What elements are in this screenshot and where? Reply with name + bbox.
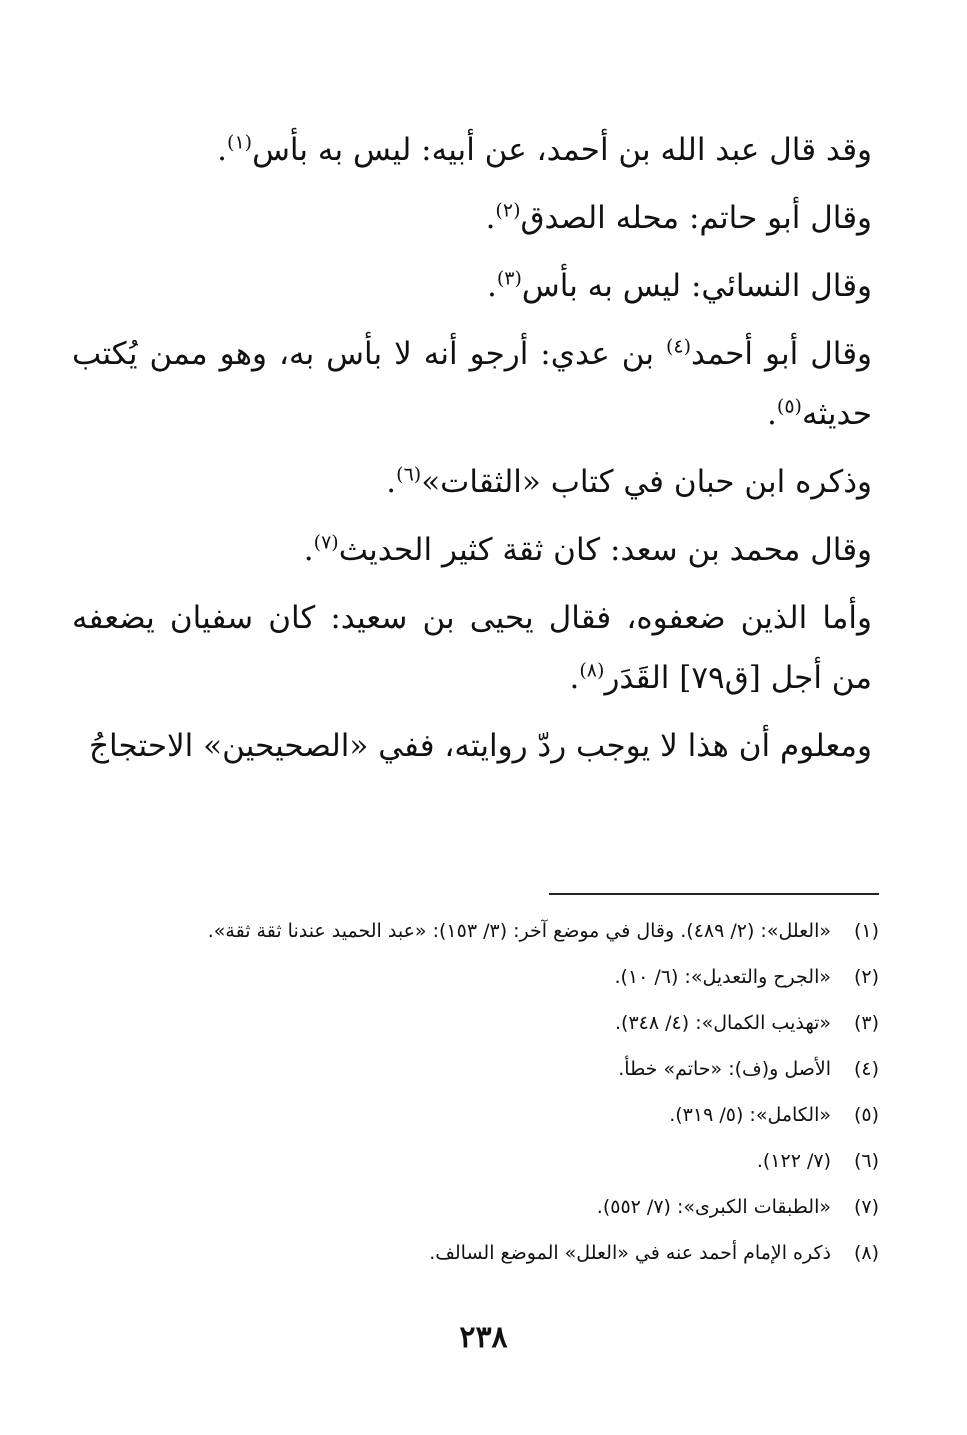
footnote-number: (٤) [853,1058,879,1080]
footnote-4 [69,1046,879,1092]
footnote-ref-3: (٣) [496,267,522,290]
paragraph-4-tail: . [767,396,777,432]
footnote-text: «العلل»: (٢/ ٤٨٩). وقال في موضع آخر: (٣/ ١٥٣): «عبد الحميد عندنا ثقة ثقة». [207,920,831,942]
paragraph-7-tail: . [569,660,580,696]
main-body-text [72,120,872,784]
paragraph-2 [72,188,872,248]
paragraph-2-tail: . [485,200,496,236]
footnote-text: الأصل و(ف): «حاتم» خطأ. [618,1058,831,1080]
footnote-ref-8: (٨) [579,659,605,682]
paragraph-3 [72,256,872,316]
paragraph-4-text-continued: بن عدي: أرجو أنه لا بأس به، وهو ممن يُكتب حديثه [72,336,872,432]
footnote-5 [69,1092,879,1138]
page-number: ٢٣٨ [459,1320,508,1355]
paragraph-7-text: وأما الذين ضعفوه، فقال يحيى بن سعيد: كان سفيان يضعفه من أجل [ق٧٩] القَدَر [72,600,872,696]
footnote-text: «تهذيب الكمال»: (٤/ ٣٤٨). [615,1012,831,1034]
footnote-divider [549,893,879,895]
footnote-number: (٥) [853,1104,879,1126]
footnote-3 [69,1000,879,1046]
footnote-number: (٢) [853,966,879,988]
paragraph-1-tail: . [217,132,228,168]
footnotes-section [69,908,879,1276]
paragraph-6 [72,520,872,580]
paragraph-3-text: وقال النسائي: ليس به بأس [521,268,872,304]
paragraph-5-tail: . [386,464,397,500]
paragraph-4-text: وقال أبو أحمد [691,336,872,372]
footnote-ref-4: (٤) [665,335,692,358]
footnote-8 [69,1230,879,1276]
footnote-text: «الطبقات الكبرى»: (٧/ ٥٥٢). [596,1196,831,1218]
footnote-ref-7: (٧) [313,531,339,554]
footnote-number: (٣) [853,1012,879,1034]
footnote-ref-5: (٥) [776,395,802,418]
footnote-7 [69,1184,879,1230]
footnote-text: (٧/ ١٢٢). [756,1150,831,1172]
paragraph-1 [72,120,872,180]
footnote-ref-6: (٦) [396,463,422,486]
footnote-number: (٧) [853,1196,879,1218]
footnote-number: (٦) [853,1150,879,1172]
paragraph-5-text: وذكره ابن حبان في كتاب «الثقات» [421,464,872,500]
footnote-text: «الكامل»: (٥/ ٣١٩). [669,1104,831,1126]
paragraph-2-text: وقال أبو حاتم: محله الصدق [520,200,872,236]
footnote-text: «الجرح والتعديل»: (٦/ ١٠). [614,966,831,988]
footnote-number: (٨) [853,1242,879,1264]
paragraph-5 [72,452,872,512]
paragraph-6-tail: . [303,532,314,568]
paragraph-8-text: ومعلوم أن هذا لا يوجب ردّ روايته، ففي «الصحيحين» الاحتجاجُ [89,728,872,764]
footnote-text: ذكره الإمام أحمد عنه في «العلل» الموضع السالف. [429,1242,831,1264]
footnote-1 [69,908,879,954]
footnote-number: (١) [853,920,879,942]
footnote-ref-2: (٢) [495,199,521,222]
paragraph-1-text: وقد قال عبد الله بن أحمد، عن أبيه: ليس به بأس [252,132,872,168]
paragraph-8 [72,716,872,776]
footnote-2 [69,954,879,1000]
footnote-6 [69,1138,879,1184]
footnote-ref-1: (١) [227,131,253,154]
paragraph-3-tail: . [486,268,497,304]
paragraph-7 [72,588,872,708]
paragraph-6-text: وقال محمد بن سعد: كان ثقة كثير الحديث [338,532,872,568]
paragraph-4 [72,324,872,444]
